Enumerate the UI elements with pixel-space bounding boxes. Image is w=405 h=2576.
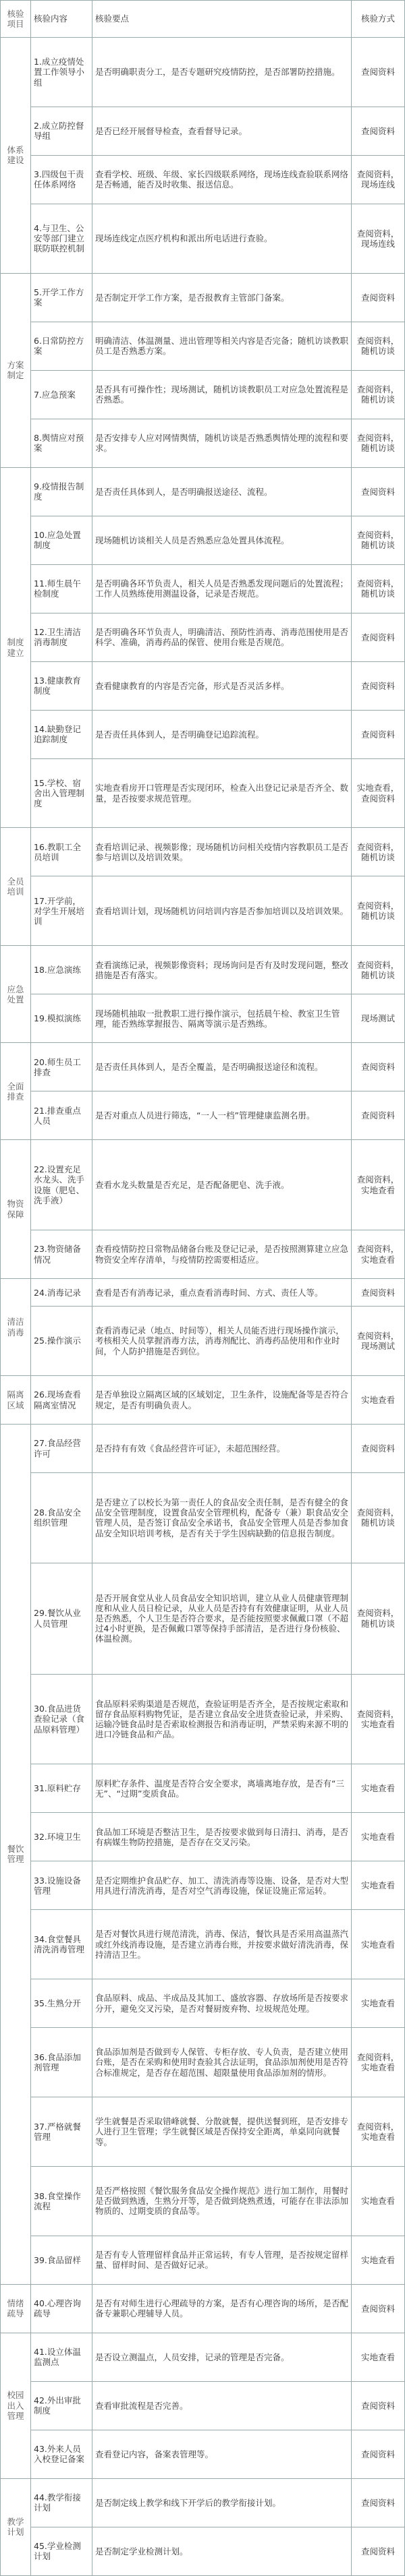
table-row [1, 1910, 405, 1979]
method-cell: 查阅资料 [352, 467, 405, 516]
points-cell: 查看培训计划，现场随机访问培训内容是否参加培训以及培训效果。 [92, 876, 352, 946]
points-cell: 是否单独设立隔离区域的区域划定，卫生条件，设施配备等是否符合规定，是否有明确负责人。 [92, 1376, 352, 1425]
content-cell: 7.应急预案 [31, 370, 92, 419]
table-row [1, 1764, 405, 1813]
points-cell: 是否设立测温点，人员安排，记录的管理是否完备。 [92, 2333, 352, 2381]
content-cell: 29.餐饮从业人员管理 [31, 1563, 92, 1674]
content-cell: 45.学业检测计划 [31, 2527, 92, 2575]
content-cell: 9.疫情报告制度 [31, 467, 92, 516]
points-cell: 查看消毒记录（地点、时间等），相关人员能否进行现场操作演示，考核相关人员掌握消毒方法，消毒剂配比、消毒药品使用和作业时间，个人防护措施是否到位。 [92, 1307, 352, 1376]
content-cell: 14.缺勤登记追踪制度 [31, 710, 92, 758]
table-row [1, 2527, 405, 2575]
content-cell: 25.操作演示 [31, 1307, 92, 1376]
content-cell: 34.食堂餐具清洗消毒管理 [31, 1910, 92, 1979]
category-cell: 物资保障 [1, 1140, 31, 1279]
points-cell: 是否持有有效《食品经营许可证》，未超范围经营。 [92, 1425, 352, 1473]
content-cell: 22.设置充足水龙头、洗手设施（肥皂、洗手液） [31, 1140, 92, 1230]
header-item: 核验项目 [1, 1, 31, 38]
points-cell: 查看疫情防控日常物品储备台账及登记记录，是否按照测算建立应急物资安全库存清单，与疫情防控需要相适应。 [92, 1230, 352, 1279]
category-cell: 校园出入管理 [1, 2333, 31, 2478]
content-cell: 31.原料贮存 [31, 1764, 92, 1813]
content-cell: 32.环境卫生 [31, 1813, 92, 1861]
points-cell: 是否开展食堂从业人员食品安全知识培训，建立从业人员健康管理制度和从业人员日检记录，从业人员是否持有有效健康证明，从业人员是否熟悉，个人卫生是否符合要求，是否能按照要求佩戴口罩（不超过4小时更换，是否佩戴口罩等保持手部清洁，是否进行身份核验、体温检测。 [92, 1563, 352, 1674]
table-row [1, 1563, 405, 1674]
table-row [1, 1473, 405, 1563]
category-cell: 隔离区域 [1, 1376, 31, 1425]
table-row [1, 1140, 405, 1230]
content-cell: 43.外来人员入校登记备案 [31, 2430, 92, 2478]
content-cell: 12.卫生清洁消毒制度 [31, 613, 92, 661]
points-cell: 现场随机抽取一批教职工进行操作演示，包括晨午检、教室卫生管理，能否熟练掌握报告、隔离等演示是否熟练。 [92, 994, 352, 1043]
content-cell: 44.教学衔接计划 [31, 2478, 92, 2527]
method-cell: 查阅资料 [352, 38, 405, 107]
points-cell: 是否责任具体到人，是否明确登记追踪流程。 [92, 710, 352, 758]
points-cell: 是否有专人管理留样食品并正常运转，有专人管理，是否按规定留样量、留样时间、是否做好记录。 [92, 2236, 352, 2284]
method-cell: 查阅资料 [352, 2430, 405, 2478]
method-cell: 查阅资料，现场连线 [352, 155, 405, 204]
points-cell: 查看培训记录、视频影像；现场随机访问相关疫情内容教职员工是否参与培训以及培训效果。 [92, 828, 352, 876]
method-cell: 实地查看 [352, 2166, 405, 2236]
method-cell: 实地查看 [352, 1979, 405, 2028]
method-cell: 查阅资料，实地查看 [352, 2028, 405, 2097]
method-cell: 查阅资料 [352, 2381, 405, 2430]
method-cell: 查阅资料，实地查看 [352, 1674, 405, 1764]
table-row [1, 2381, 405, 2430]
table-row [1, 994, 405, 1043]
points-cell: 是否安排专人应对网情舆情，随机访谈是否熟悉舆情处理的流程和要求。 [92, 419, 352, 467]
table-row [1, 828, 405, 876]
method-cell: 查阅资料 [352, 710, 405, 758]
method-cell: 查阅资料 [352, 1279, 405, 1307]
table-body [1, 38, 405, 2576]
points-cell: 现场连线定点医疗机构和派出所电话进行查验。 [92, 204, 352, 273]
content-cell: 1.成立疫情处置工作领导小组 [31, 38, 92, 107]
points-cell: 实地查看房开口管理是否实现闭环，检查入出登记记录是否齐全、数量，是否按要求规范管理。 [92, 758, 352, 828]
method-cell: 实地查看 [352, 1376, 405, 1425]
method-cell: 查阅资料 [352, 661, 405, 710]
method-cell: 实地查看，查阅资料 [352, 758, 405, 828]
content-cell: 6.日常防控方案 [31, 322, 92, 370]
points-cell: 查看水龙头数量是否充足，是否配备肥皂、洗手液。 [92, 1140, 352, 1230]
method-cell: 查阅资料 [352, 2478, 405, 2527]
table-row [1, 564, 405, 613]
table-row [1, 1307, 405, 1376]
header-method: 核验方式 [352, 1, 405, 38]
table-row [1, 107, 405, 155]
table-row [1, 1674, 405, 1764]
category-cell: 餐饮管理 [1, 1425, 31, 2285]
content-cell: 13.健康教育制度 [31, 661, 92, 710]
content-cell: 33.设施设备管理 [31, 1861, 92, 1910]
content-cell: 16.教职工全员培训 [31, 828, 92, 876]
points-cell: 现场随机访谈相关人员是否熟悉应急处置具体流程。 [92, 516, 352, 564]
points-cell: 是否制定学业检测计划。 [92, 2527, 352, 2575]
points-cell: 学生就餐是否采取错峰就餐、分散就餐，提供送餐到班，是否安排专人进行卫生管理；学生就餐区域是否保持安全距离，单桌同向就餐等。 [92, 2097, 352, 2167]
method-cell: 查阅资料 [352, 1043, 405, 1091]
content-cell: 27.食品经营许可 [31, 1425, 92, 1473]
content-cell: 42.外出审批制度 [31, 2381, 92, 2430]
category-cell: 方案制定 [1, 273, 31, 467]
table-row [1, 2333, 405, 2381]
method-cell: 查阅资料 [352, 1425, 405, 1473]
table-row [1, 467, 405, 516]
points-cell: 是否对重点人员进行筛选，“一人一档”管理健康监测名册。 [92, 1091, 352, 1140]
content-cell: 18.应急演练 [31, 946, 92, 994]
points-cell: 是否建立了以校长为第一责任人的食品安全责任制，是否有健全的食品安全管理制度，设置食品安全管理机构，配备专（兼）职食品安全管理人员，是否签订食品安全承诺书，食品安全管理人员是否参加食品安全知识培训考核，是否有关于学生因病缺勤的信息报告制度。 [92, 1473, 352, 1563]
method-cell: 现场测试 [352, 994, 405, 1043]
content-cell: 8.舆情应对预案 [31, 419, 92, 467]
table-row [1, 38, 405, 107]
table-row [1, 1091, 405, 1140]
table-row [1, 1861, 405, 1910]
points-cell: 原料贮存条件、温度是否符合安全要求，离墙离地存放，是否有“三无”、“过期”变质食品。 [92, 1764, 352, 1813]
table-row [1, 1425, 405, 1473]
points-cell: 是否严格按照《餐饮服务食品安全操作规范》进行加工制作，用餐时是否做到熟透，生熟分开等，是否做到烧熟煮透，可能存在非法添加物质的、过期变质的食品等。 [92, 2166, 352, 2236]
category-cell: 全员培训 [1, 828, 31, 946]
table-row [1, 758, 405, 828]
points-cell: 食品原料、成品、半成品及其加工、盛放容器、存放场所是否按要求分开，避免交叉污染，是否对餐厨废弃物、垃圾规范处理。 [92, 1979, 352, 2028]
points-cell: 是否明确职责分工，是否专题研究疫情防控，是否部署防控措施。 [92, 38, 352, 107]
method-cell: 查阅资料 [352, 613, 405, 661]
table-row [1, 1813, 405, 1861]
table-row [1, 1230, 405, 1279]
points-cell: 查看是否有消毒记录，重点查看消毒时间、方式、责任人等。 [92, 1279, 352, 1307]
content-cell: 41.设立体温监测点 [31, 2333, 92, 2381]
table-row [1, 2166, 405, 2236]
category-cell: 教学计划 [1, 2478, 31, 2575]
table-row [1, 322, 405, 370]
method-cell: 实地查看 [352, 2236, 405, 2284]
content-cell: 11.师生晨午检制度 [31, 564, 92, 613]
method-cell: 查阅资料，随机访谈 [352, 564, 405, 613]
header-points: 核验要点 [92, 1, 352, 38]
table-row [1, 273, 405, 322]
method-cell: 查阅资料 [352, 2527, 405, 2575]
table-row [1, 2236, 405, 2284]
points-cell: 明确清洁、体温测量、进出管理等相关内容是否完备；随机访谈教职员工是否熟悉方案。 [92, 322, 352, 370]
table-row [1, 2097, 405, 2167]
table-row [1, 2430, 405, 2478]
content-cell: 40.心理咨询疏导 [31, 2284, 92, 2333]
points-cell: 是否定期维护食品贮存、加工、清洗消毒等设施、设备，是否对大型用具进行清洗消毒，是否对空气消毒设施，保证设施正常运转。 [92, 1861, 352, 1910]
points-cell: 查看健康教育的内容是否完备，形式是否灵活多样。 [92, 661, 352, 710]
content-cell: 21.排查重点人员 [31, 1091, 92, 1140]
points-cell: 查看学校、班级、年级、家长四级联系网络，现场连线查验联系网络是否畅通，能否及时收集、报送信息。 [92, 155, 352, 204]
points-cell: 是否对餐饮具进行规范清洗，消毒、保洁，餐饮具是否采用高温蒸汽或红外线消毒设施，是否建立消毒台账，并按要求做好清洗消毒，保持清洁卫生。 [92, 1910, 352, 1979]
method-cell: 查阅资料 [352, 2284, 405, 2333]
table-row [1, 516, 405, 564]
category-cell: 体系建设 [1, 38, 31, 274]
content-cell: 17.开学前，对学生开展培训 [31, 876, 92, 946]
points-cell: 是否责任具体到人，是否全覆盖，是否明确报送途径和流程。 [92, 1043, 352, 1091]
table-row [1, 613, 405, 661]
points-cell: 是否制定线上教学和线下开学后的教学衔接计划。 [92, 2478, 352, 2527]
content-cell: 36.食品添加剂管理 [31, 2028, 92, 2097]
table-row [1, 204, 405, 273]
method-cell: 实地查看 [352, 1861, 405, 1910]
method-cell: 查阅资料 [352, 273, 405, 322]
category-cell: 应急处置 [1, 946, 31, 1043]
table-row [1, 2478, 405, 2527]
table-row [1, 710, 405, 758]
method-cell: 实地查看 [352, 1764, 405, 1813]
points-cell: 食品原料采购渠道是否规范，查验证明是否齐全，是否按规定索取和留存食品原料购物凭证，是否建立食品安全进货查验记录，并采购、运输冷链食品时是否索取检测报告和消毒证明，严禁采购来源不明的进口冷链食品和产品。 [92, 1674, 352, 1764]
content-cell: 30.食品进货查验记录（食品原料管理） [31, 1674, 92, 1764]
points-cell: 食品添加剂是否做到专人保管、专柜存放、专人负责，是否建立使用台账，是否在采购和使用时查验其合法证明，食品添加剂使用是否符合标准规定，是否存在超范围、超限量使用食品添加剂的情形。 [92, 2028, 352, 2097]
points-cell: 食品加工环境是否整洁卫生，是否按要求做到每日清扫、消毒，是否有病媒生物防控措施，是否存在交叉污染。 [92, 1813, 352, 1861]
content-cell: 4.与卫生、公安等部门建立联防联控机制 [31, 204, 92, 273]
content-cell: 15.学校、宿舍出入管理制度 [31, 758, 92, 828]
content-cell: 2.成立防控督导组 [31, 107, 92, 155]
table-row [1, 876, 405, 946]
table-row [1, 2028, 405, 2097]
method-cell: 查阅资料，随机访谈 [352, 946, 405, 994]
content-cell: 23.物资储备情况 [31, 1230, 92, 1279]
points-cell: 是否具有可操作性；现场测试，随机访谈教职员工对应急处置流程是否熟悉。 [92, 370, 352, 419]
method-cell: 查阅资料，实地查看 [352, 1140, 405, 1230]
method-cell: 查阅资料 [352, 107, 405, 155]
method-cell: 实地查看 [352, 1813, 405, 1861]
header-content: 核验内容 [31, 1, 92, 38]
content-cell: 35.生熟分开 [31, 1979, 92, 2028]
method-cell: 查阅资料，现场测试 [352, 1307, 405, 1376]
table-row [1, 419, 405, 467]
method-cell: 查阅资料，随机访谈 [352, 419, 405, 467]
points-cell: 查看登记内容，备案表管理等。 [92, 2430, 352, 2478]
method-cell: 查阅资料，随机访谈 [352, 1473, 405, 1563]
content-cell: 38.食堂操作流程 [31, 2166, 92, 2236]
method-cell: 查阅资料，随机访谈 [352, 1563, 405, 1674]
content-cell: 5.开学工作方案 [31, 273, 92, 322]
points-cell: 是否有对师生进行心理疏导的方案，是否有心理咨询的场所，是否配备专兼职心理辅导人员。 [92, 2284, 352, 2333]
points-cell: 是否责任具体到人，是否明确报送途径、流程。 [92, 467, 352, 516]
points-cell: 查看审批流程是否完善。 [92, 2381, 352, 2430]
table-row [1, 1979, 405, 2028]
method-cell: 查阅资料，随机访谈 [352, 876, 405, 946]
content-cell: 3.四级包干责任体系网络 [31, 155, 92, 204]
table-row [1, 1043, 405, 1091]
content-cell: 26.现场查看隔离室情况 [31, 1376, 92, 1425]
category-cell: 情绪疏导 [1, 2284, 31, 2333]
points-cell: 查看演练记录，视频影像资料；现场询问是否有及时发现问题，整改措施是否有落实。 [92, 946, 352, 994]
content-cell: 37.严格就餐管理 [31, 2097, 92, 2167]
points-cell: 是否明确各环节负责人，明确清洁、预防性消毒、消毒范围使用是否科学、准确，消毒药品的保管、使用台账是否规范。 [92, 613, 352, 661]
method-cell: 查阅资料，实地查看 [352, 1230, 405, 1279]
table-row [1, 2284, 405, 2333]
table-row [1, 946, 405, 994]
content-cell: 10.应急处置制度 [31, 516, 92, 564]
method-cell: 实地查看 [352, 1910, 405, 1979]
method-cell: 查阅资料，现场连线 [352, 204, 405, 273]
content-cell: 28.食品安全组织管理 [31, 1473, 92, 1563]
category-cell: 清洁消毒 [1, 1279, 31, 1376]
table-header-row [1, 1, 405, 38]
table-row [1, 155, 405, 204]
table-row [1, 1279, 405, 1307]
method-cell: 查阅资料，随机访谈 [352, 828, 405, 876]
points-cell: 是否已经开展督导检查，查看督导记录。 [92, 107, 352, 155]
points-cell: 是否明确各环节负责人，相关人员是否熟悉发现问题后的处置流程；工作人员熟练使用测温设备，记录是否规范。 [92, 564, 352, 613]
method-cell: 查阅资料 [352, 1091, 405, 1140]
table-row [1, 1376, 405, 1425]
points-cell: 是否制定开学工作方案，是否报教育主管部门备案。 [92, 273, 352, 322]
table-row [1, 661, 405, 710]
method-cell: 查阅资料，随机访谈 [352, 516, 405, 564]
method-cell: 查阅资料，实地查看 [352, 2097, 405, 2167]
content-cell: 19.模拟演练 [31, 994, 92, 1043]
content-cell: 20.师生员工排查 [31, 1043, 92, 1091]
method-cell: 查阅资料，随机访谈 [352, 322, 405, 370]
category-cell: 全面排查 [1, 1043, 31, 1140]
content-cell: 24.消毒记录 [31, 1279, 92, 1307]
method-cell: 查阅资料，随机访谈 [352, 370, 405, 419]
method-cell: 实地查看 [352, 2333, 405, 2381]
content-cell: 39.食品留样 [31, 2236, 92, 2284]
category-cell: 制度建立 [1, 467, 31, 828]
table-row [1, 370, 405, 419]
